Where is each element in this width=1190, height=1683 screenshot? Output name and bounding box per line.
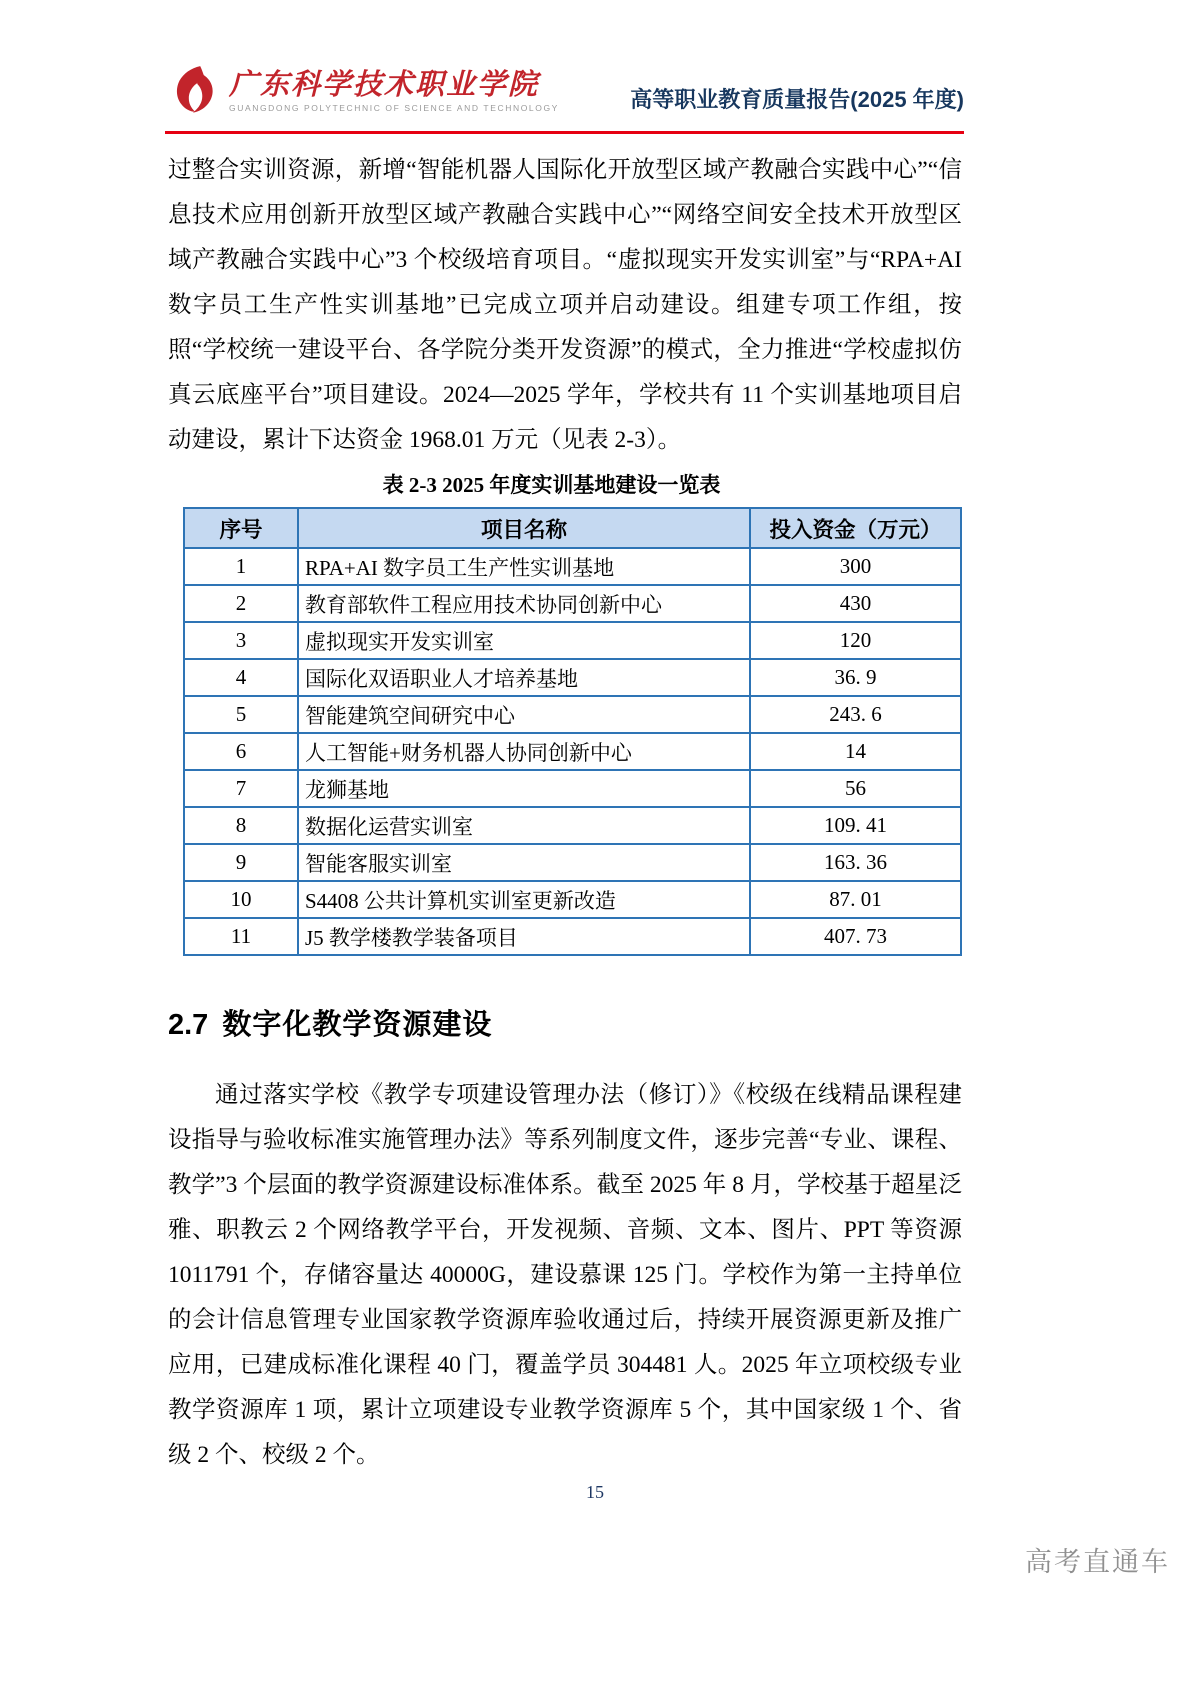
body-paragraph-2: 通过落实学校《教学专项建设管理办法（修订）》《校级在线精品课程建设指导与验收标准实施管理办法》等系列制度文件，逐步完善“专业、课程、教学”3 个层面的教学资源建设标准体系。截至 2025 年 8 月，学校基于超星泛雅、职教云 2 个网络教学平台，开发视频、音频、文本、图片、PPT 等资源 1011791 个，存储容量达 40000G，建设慕课 125 门。学校作为第一主持单位的会计信息管理专业国家教学资源库验收通过后，持续开展资源更新及推广应用，已建成标准化课程 40 门，覆盖学员 304481 人。2025 年立项校级专业教学资源库 1 项，累计立项建设专业教学资源库 5 个，其中国家级 1 个、省级 2 个、校级 2 个。 — [168, 1082, 962, 1468]
table-cell: 智能客服实训室 — [298, 844, 750, 881]
table-cell: 3 — [184, 622, 298, 659]
table-cell: 8 — [184, 807, 298, 844]
table-cell: 243. 6 — [750, 696, 961, 733]
table-header-cell: 序号 — [184, 508, 298, 548]
table-header-row — [184, 508, 961, 548]
table-row — [184, 770, 961, 807]
table-caption: 表 2-3 2025 年度实训基地建设一览表 — [382, 473, 721, 497]
table-cell: 430 — [750, 585, 961, 622]
table-cell: 11 — [184, 918, 298, 955]
table-cell: 56 — [750, 770, 961, 807]
table-cell: 300 — [750, 548, 961, 585]
table-row — [184, 659, 961, 696]
table-cell: 虚拟现实开发实训室 — [298, 622, 750, 659]
table-cell: 36. 9 — [750, 659, 961, 696]
school-name-cn: 广东科学技术职业学院 — [229, 66, 540, 101]
table-cell: 4 — [184, 659, 298, 696]
table-row — [184, 548, 961, 585]
table-cell: 10 — [184, 881, 298, 918]
school-logo-icon — [165, 62, 223, 120]
table-cell: 国际化双语职业人才培养基地 — [298, 659, 750, 696]
table-cell: J5 教学楼教学装备项目 — [298, 918, 750, 955]
table-cell: 龙狮基地 — [298, 770, 750, 807]
table-row — [184, 733, 961, 770]
table-row — [184, 844, 961, 881]
section-number: 2.7 — [168, 1009, 209, 1041]
report-title: 高等职业教育质量报告(2025 年度) — [630, 87, 964, 112]
section-heading — [168, 1002, 962, 1043]
table-row — [184, 918, 961, 955]
training-base-table — [183, 507, 962, 956]
page-header — [165, 62, 964, 120]
school-logo-text — [229, 66, 559, 113]
table-cell: 7 — [184, 770, 298, 807]
header-divider — [165, 131, 964, 134]
table-cell: 教育部软件工程应用技术协同创新中心 — [298, 585, 750, 622]
table-cell: 1 — [184, 548, 298, 585]
table-row — [184, 585, 961, 622]
table-cell: 人工智能+财务机器人协同创新中心 — [298, 733, 750, 770]
page-content — [168, 148, 962, 1478]
watermark: 高考直通车 — [1025, 1547, 1170, 1577]
table-cell: 智能建筑空间研究中心 — [298, 696, 750, 733]
body-paragraph-1: 过整合实训资源，新增“智能机器人国际化开放型区域产教融合实践中心”“信息技术应用创新开放型区域产教融合实践中心”“网络空间安全技术开放型区域产教融合实践中心”3 个校级培育项目。“虚拟现实开发实训室”与“RPA+AI 数字员工生产性实训基地”已完成立项并启动建设。组建专项工作组，按照“学校统一建设平台、各学院分类开发资源”的模式，全力推进“学校虚拟仿真云底座平台”项目建设。2024—2025 学年，学校共有 11 个实训基地项目启动建设，累计下达资金 1968.01 万元（见表 2-3）。 — [168, 157, 962, 453]
table-row — [184, 881, 961, 918]
table-row — [184, 622, 961, 659]
section-title: 数字化教学资源建设 — [222, 1009, 493, 1041]
table-row — [184, 696, 961, 733]
school-logo — [165, 62, 559, 120]
table-cell: 407. 73 — [750, 918, 961, 955]
table-cell: 6 — [184, 733, 298, 770]
table-cell: 120 — [750, 622, 961, 659]
table-cell: 14 — [750, 733, 961, 770]
page-number: 15 — [586, 1482, 604, 1502]
table-cell: 163. 36 — [750, 844, 961, 881]
table-header-cell: 投入资金（万元） — [750, 508, 961, 548]
table-row — [184, 807, 961, 844]
table-cell: 9 — [184, 844, 298, 881]
school-name-en: GUANGDONG POLYTECHNIC OF SCIENCE AND TECHNOLOGY — [229, 102, 559, 113]
table-cell: 5 — [184, 696, 298, 733]
table-header-cell: 项目名称 — [298, 508, 750, 548]
table-cell: 2 — [184, 585, 298, 622]
table-cell: 数据化运营实训室 — [298, 807, 750, 844]
table-cell: 109. 41 — [750, 807, 961, 844]
table-cell: RPA+AI 数字员工生产性实训基地 — [298, 548, 750, 585]
table-cell: 87. 01 — [750, 881, 961, 918]
table-cell: S4408 公共计算机实训室更新改造 — [298, 881, 750, 918]
